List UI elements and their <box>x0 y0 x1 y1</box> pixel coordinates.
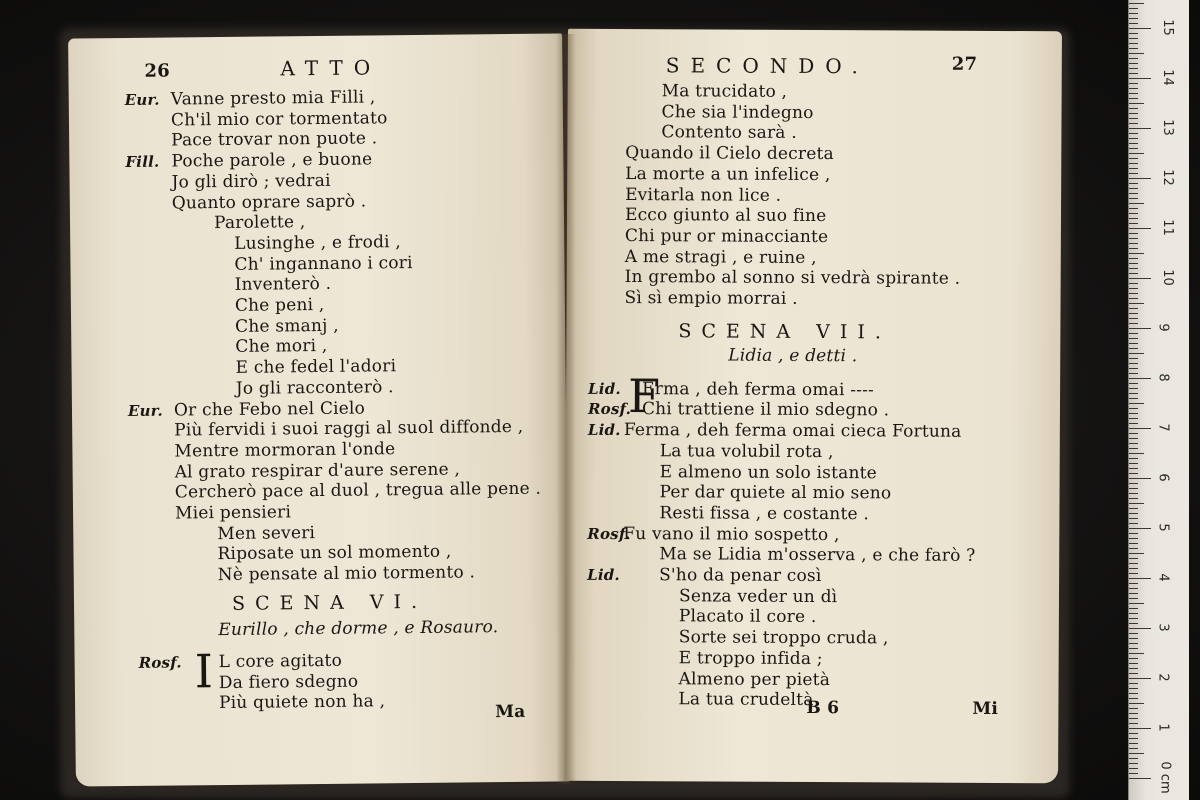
ruler-tick <box>1129 393 1138 394</box>
ruler-tick <box>1129 503 1144 504</box>
ruler-tick <box>1129 158 1138 159</box>
verse-line: Or che Febo nel Cielo <box>173 398 366 421</box>
ruler-number: 11 <box>1159 219 1175 236</box>
ruler-tick <box>1129 103 1144 104</box>
drop-cap: F <box>627 368 661 423</box>
ruler-tick <box>1129 633 1138 634</box>
ruler-tick <box>1129 228 1151 229</box>
ruler-tick <box>1129 713 1138 714</box>
ruler-tick <box>1129 578 1151 579</box>
ruler-tick <box>1129 653 1144 654</box>
verse-line: Jo gli dirò ; vedrai <box>171 170 331 193</box>
ruler-number: 7 <box>1155 423 1171 432</box>
ruler-tick <box>1129 43 1138 44</box>
ruler-tick <box>1129 108 1138 109</box>
verse-line: Nè pensate al mio tormento . <box>217 562 476 586</box>
running-header: SECONDO. <box>665 53 869 79</box>
ruler-tick <box>1129 273 1138 274</box>
ruler-tick <box>1129 618 1138 619</box>
ruler-tick <box>1129 728 1151 729</box>
verse-line: Che smanj , <box>235 315 339 337</box>
verse-line: Ch'il mio cor tormentato <box>170 107 388 131</box>
ruler-tick <box>1129 668 1138 669</box>
ruler-tick <box>1129 433 1138 434</box>
ruler-tick <box>1129 593 1138 594</box>
ruler-tick <box>1129 518 1138 519</box>
ruler-tick <box>1129 173 1138 174</box>
verse-line: In grembo al sonno si vedrà spirante . <box>624 267 961 290</box>
ruler-tick <box>1129 88 1138 89</box>
verse-line: L core agitato <box>218 650 343 672</box>
ruler-tick <box>1129 408 1138 409</box>
ruler-tick <box>1129 463 1138 464</box>
ruler-tick <box>1129 733 1138 734</box>
verse-line: Parolette , <box>213 212 306 234</box>
ruler-tick <box>1129 583 1138 584</box>
ruler-tick <box>1129 53 1144 54</box>
ruler-tick <box>1129 613 1138 614</box>
verse-line: Evitarla non lice . <box>625 184 782 206</box>
ruler-tick <box>1129 68 1138 69</box>
ruler-tick <box>1129 778 1151 779</box>
verse-line: Erma , deh ferma omai ---- <box>642 378 875 401</box>
ruler-tick <box>1129 663 1138 664</box>
ruler-tick <box>1129 183 1138 184</box>
verse-line: Miei pensieri <box>174 502 292 524</box>
verse-line: Pace trovar non puote . <box>171 128 378 151</box>
ruler-tick <box>1129 703 1144 704</box>
verse-line: Men severi <box>217 522 316 544</box>
ruler-tick <box>1129 338 1138 339</box>
ruler-tick <box>1129 128 1151 129</box>
ruler-tick <box>1129 258 1138 259</box>
verse-line: Più fervidi i suoi raggi al suol diffonde , <box>174 417 524 441</box>
ruler-tick <box>1129 553 1144 554</box>
ruler-tick <box>1129 673 1138 674</box>
ruler-tick <box>1129 768 1138 769</box>
speaker-label: Lid. <box>587 565 620 584</box>
verse-line: Poche parole , e buone <box>171 149 373 172</box>
ruler-number: 4 <box>1155 573 1171 582</box>
catchword: Ma <box>495 701 526 723</box>
ruler-tick <box>1129 308 1138 309</box>
scene-heading: SCENA VI. <box>231 590 428 615</box>
ruler-tick <box>1129 348 1138 349</box>
ruler-tick <box>1129 353 1144 354</box>
ruler-tick <box>1129 748 1138 749</box>
ruler-tick <box>1129 278 1151 279</box>
ruler-tick <box>1129 678 1151 679</box>
signature-mark: B 6 <box>806 697 840 719</box>
speaker-label: Lid. <box>588 379 621 398</box>
verse-line: Placato il core . <box>678 606 817 628</box>
verse-line: Da fiero sdegno <box>218 671 359 693</box>
verse-line: E che fedel l'adori <box>235 356 397 378</box>
ruler-tick <box>1129 18 1138 19</box>
ruler-tick <box>1129 83 1138 84</box>
verse-line: Sorte sei troppo cruda , <box>678 627 889 649</box>
ruler-tick <box>1129 98 1138 99</box>
ruler-tick <box>1129 448 1138 449</box>
ruler-tick <box>1129 758 1138 759</box>
verse-line: Almeno per pietà <box>678 668 831 690</box>
ruler-tick <box>1129 743 1138 744</box>
ruler-tick <box>1129 263 1138 264</box>
ruler-tick <box>1129 483 1138 484</box>
verse-line: Che mori , <box>235 336 328 358</box>
verse-line: Al grato respirar d'aure serene , <box>174 459 461 483</box>
ruler-tick <box>1129 688 1138 689</box>
ruler-tick <box>1129 523 1138 524</box>
ruler-tick <box>1129 548 1138 549</box>
ruler-tick <box>1129 533 1138 534</box>
ruler-tick <box>1129 58 1138 59</box>
verse-line: Resti fissa , e costante . <box>659 503 870 525</box>
ruler-tick <box>1129 323 1138 324</box>
verse-line: Per dar quiete al mio seno <box>659 482 892 504</box>
ruler-tick <box>1129 403 1144 404</box>
ruler-tick <box>1129 443 1138 444</box>
ruler-tick <box>1129 478 1151 479</box>
ruler-tick <box>1129 113 1138 114</box>
ruler-tick <box>1129 513 1138 514</box>
ruler-number: 15 <box>1159 19 1175 36</box>
ruler-tick <box>1129 33 1138 34</box>
ruler-tick <box>1129 253 1144 254</box>
ruler-tick <box>1129 198 1138 199</box>
ruler-tick <box>1129 208 1138 209</box>
ruler-tick <box>1129 23 1138 24</box>
verse-line: Quanto oprare saprò . <box>171 190 367 214</box>
verse-line: Chi pur or minacciante <box>624 225 829 247</box>
page-number: 27 <box>951 53 978 75</box>
ruler-tick <box>1129 493 1138 494</box>
verse-line: Ferma , deh ferma omai cieca Fortuna <box>623 420 962 442</box>
ruler-tick <box>1129 303 1144 304</box>
speaker-label: Eur. <box>127 401 163 420</box>
ruler-tick <box>1129 598 1138 599</box>
ruler-tick <box>1129 473 1138 474</box>
ruler-tick <box>1129 458 1138 459</box>
verse-line: La tua crudeltà <box>678 689 814 711</box>
ruler-tick <box>1129 238 1138 239</box>
verse-line: La tua volubil rota , <box>659 440 834 462</box>
scene-cast: Eurillo , che dorme , e Rosauro. <box>218 616 499 640</box>
ruler-tick <box>1129 63 1138 64</box>
ruler-tick <box>1129 508 1138 509</box>
speaker-label: Rosf. <box>138 653 182 672</box>
verse-line: Mentre mormoran l'onde <box>174 439 396 462</box>
verse-line: Inventerò . <box>234 274 332 296</box>
ruler-number: 10 <box>1159 269 1175 286</box>
speaker-label: Eur. <box>124 90 160 110</box>
ruler-tick <box>1129 698 1138 699</box>
ruler-number: 12 <box>1159 169 1175 186</box>
ruler-tick <box>1129 753 1144 754</box>
ruler-tick <box>1129 643 1138 644</box>
ruler-tick <box>1129 773 1138 774</box>
ruler-tick <box>1129 623 1138 624</box>
ruler-tick <box>1129 13 1138 14</box>
ruler-tick <box>1129 603 1144 604</box>
book-gutter <box>556 34 576 784</box>
ruler-tick <box>1129 188 1138 189</box>
ruler-tick <box>1129 318 1138 319</box>
verse-line: La morte a un infelice , <box>625 163 831 185</box>
ruler-tick <box>1129 178 1151 179</box>
ruler-tick <box>1129 538 1138 539</box>
ruler-tick <box>1129 413 1138 414</box>
ruler-tick <box>1129 8 1138 9</box>
ruler-tick <box>1129 218 1138 219</box>
verse-line: Ma trucidato , <box>661 81 788 102</box>
ruler-tick <box>1129 558 1138 559</box>
scene-heading: SCENA VII. <box>678 319 892 344</box>
ruler-tick <box>1129 298 1138 299</box>
ruler-tick <box>1129 73 1138 74</box>
ruler-tick <box>1129 3 1144 4</box>
ruler-tick <box>1129 418 1138 419</box>
speaker-label: Rosf. <box>587 524 631 543</box>
ruler-tick <box>1129 738 1138 739</box>
ruler-tick <box>1129 133 1138 134</box>
verse-line: Senza veder un dì <box>678 585 838 607</box>
verse-line: E almeno un solo istante <box>659 461 877 483</box>
ruler-tick <box>1129 153 1144 154</box>
verse-line: Che sia l'indegno <box>661 101 814 123</box>
speaker-label: Fill. <box>125 152 160 172</box>
ruler-tick <box>1129 468 1138 469</box>
ruler-tick <box>1129 373 1138 374</box>
ruler-number: 13 <box>1159 119 1175 136</box>
measuring-ruler <box>1128 0 1189 800</box>
speaker-label: Lid. <box>587 420 621 440</box>
ruler-tick <box>1129 608 1138 609</box>
ruler-tick <box>1129 453 1144 454</box>
ruler-number: 6 <box>1155 473 1171 482</box>
ruler-tick <box>1129 638 1138 639</box>
verse-line: Quando il Cielo decreta <box>625 143 834 165</box>
verse-line: A me stragi , e ruine , <box>624 246 817 268</box>
verse-line: Contento sarà . <box>661 122 797 144</box>
ruler-tick <box>1129 763 1138 764</box>
ruler-number: 5 <box>1155 523 1171 532</box>
verse-line: Più quiete non ha , <box>218 691 386 714</box>
left-page <box>68 33 570 786</box>
ruler-tick <box>1129 78 1151 79</box>
ruler-tick <box>1129 168 1138 169</box>
ruler-tick <box>1129 138 1138 139</box>
ruler-tick <box>1129 398 1138 399</box>
ruler-tick <box>1129 288 1138 289</box>
ruler-tick <box>1129 363 1138 364</box>
ruler-tick <box>1129 488 1138 489</box>
ruler-tick <box>1129 48 1138 49</box>
ruler-tick <box>1129 213 1138 214</box>
ruler-tick <box>1129 233 1138 234</box>
ruler-tick <box>1129 723 1138 724</box>
ruler-tick <box>1129 148 1138 149</box>
verse-line: Sì sì empio morrai . <box>624 288 798 309</box>
right-page <box>564 29 1062 784</box>
ruler-number: 9 <box>1155 323 1171 332</box>
ruler-number: 8 <box>1155 373 1171 382</box>
verse-line: Ch' ingannano i cori <box>234 252 413 275</box>
ruler-tick <box>1129 648 1138 649</box>
ruler-tick <box>1129 343 1138 344</box>
drop-cap: I <box>194 643 214 699</box>
verse-line: Ecco giunto al suo fine <box>624 205 827 227</box>
ruler-tick <box>1129 123 1138 124</box>
verse-line: Cercherò pace al duol , tregua alle pene . <box>174 478 542 503</box>
ruler-tick <box>1129 378 1151 379</box>
ruler-tick <box>1129 283 1138 284</box>
verse-line: S'ho da penar così <box>659 565 822 587</box>
verse-line: Lusinghe , e frodi , <box>234 232 402 254</box>
ruler-number: 2 <box>1155 673 1171 682</box>
ruler-tick <box>1129 658 1138 659</box>
ruler-tick <box>1129 708 1138 709</box>
ruler-tick <box>1129 588 1138 589</box>
ruler-tick <box>1129 333 1138 334</box>
catchword: Mi <box>972 698 999 719</box>
verse-line: Che peni , <box>234 294 325 316</box>
ruler-tick <box>1129 38 1138 39</box>
ruler-number: 1 <box>1155 723 1171 732</box>
ruler-tick <box>1129 568 1138 569</box>
ruler-tick <box>1129 528 1151 529</box>
ruler-tick <box>1129 718 1138 719</box>
ruler-tick <box>1129 163 1138 164</box>
ruler-tick <box>1129 563 1138 564</box>
ruler-number: 14 <box>1159 69 1175 86</box>
ruler-tick <box>1129 193 1138 194</box>
speaker-label: Rosf. <box>587 400 632 419</box>
verse-line: Riposate un sol momento , <box>217 542 452 565</box>
ruler-number: 0 cm <box>1157 761 1173 794</box>
ruler-tick <box>1129 383 1138 384</box>
ruler-tick <box>1129 438 1138 439</box>
ruler-tick <box>1129 498 1138 499</box>
ruler-tick <box>1129 428 1151 429</box>
ruler-tick <box>1129 143 1138 144</box>
ruler-tick <box>1129 248 1138 249</box>
verse-line: Vanne presto mia Filli , <box>170 87 376 110</box>
ruler-tick <box>1129 203 1144 204</box>
ruler-tick <box>1129 28 1151 29</box>
running-header: ATTO <box>280 55 382 81</box>
ruler-tick <box>1129 388 1138 389</box>
ruler-tick <box>1129 683 1138 684</box>
verse-line: Fu vano il mio sospetto , <box>623 523 840 545</box>
ruler-tick <box>1129 423 1138 424</box>
ruler-tick <box>1129 368 1138 369</box>
ruler-tick <box>1129 243 1138 244</box>
ruler-number: 3 <box>1155 623 1171 632</box>
scene-cast: Lidia , e detti . <box>728 345 858 366</box>
verse-line: Chi trattiene il mio sdegno . <box>641 399 890 421</box>
ruler-tick <box>1129 358 1138 359</box>
ruler-tick <box>1129 118 1138 119</box>
verse-line: Ma se Lidia m'osserva , e che farò ? <box>659 544 976 567</box>
page-number: 26 <box>144 60 171 82</box>
ruler-tick <box>1129 223 1138 224</box>
ruler-tick <box>1129 573 1138 574</box>
verse-line: Jo gli racconterò . <box>235 377 394 399</box>
verse-line: E troppo infida ; <box>678 648 823 669</box>
ruler-tick <box>1129 628 1151 629</box>
ruler-tick <box>1129 293 1138 294</box>
ruler-tick <box>1129 313 1138 314</box>
ruler-tick <box>1129 268 1138 269</box>
ruler-tick <box>1129 93 1138 94</box>
ruler-tick <box>1129 693 1138 694</box>
ruler-tick <box>1129 328 1151 329</box>
ruler-tick <box>1129 543 1138 544</box>
